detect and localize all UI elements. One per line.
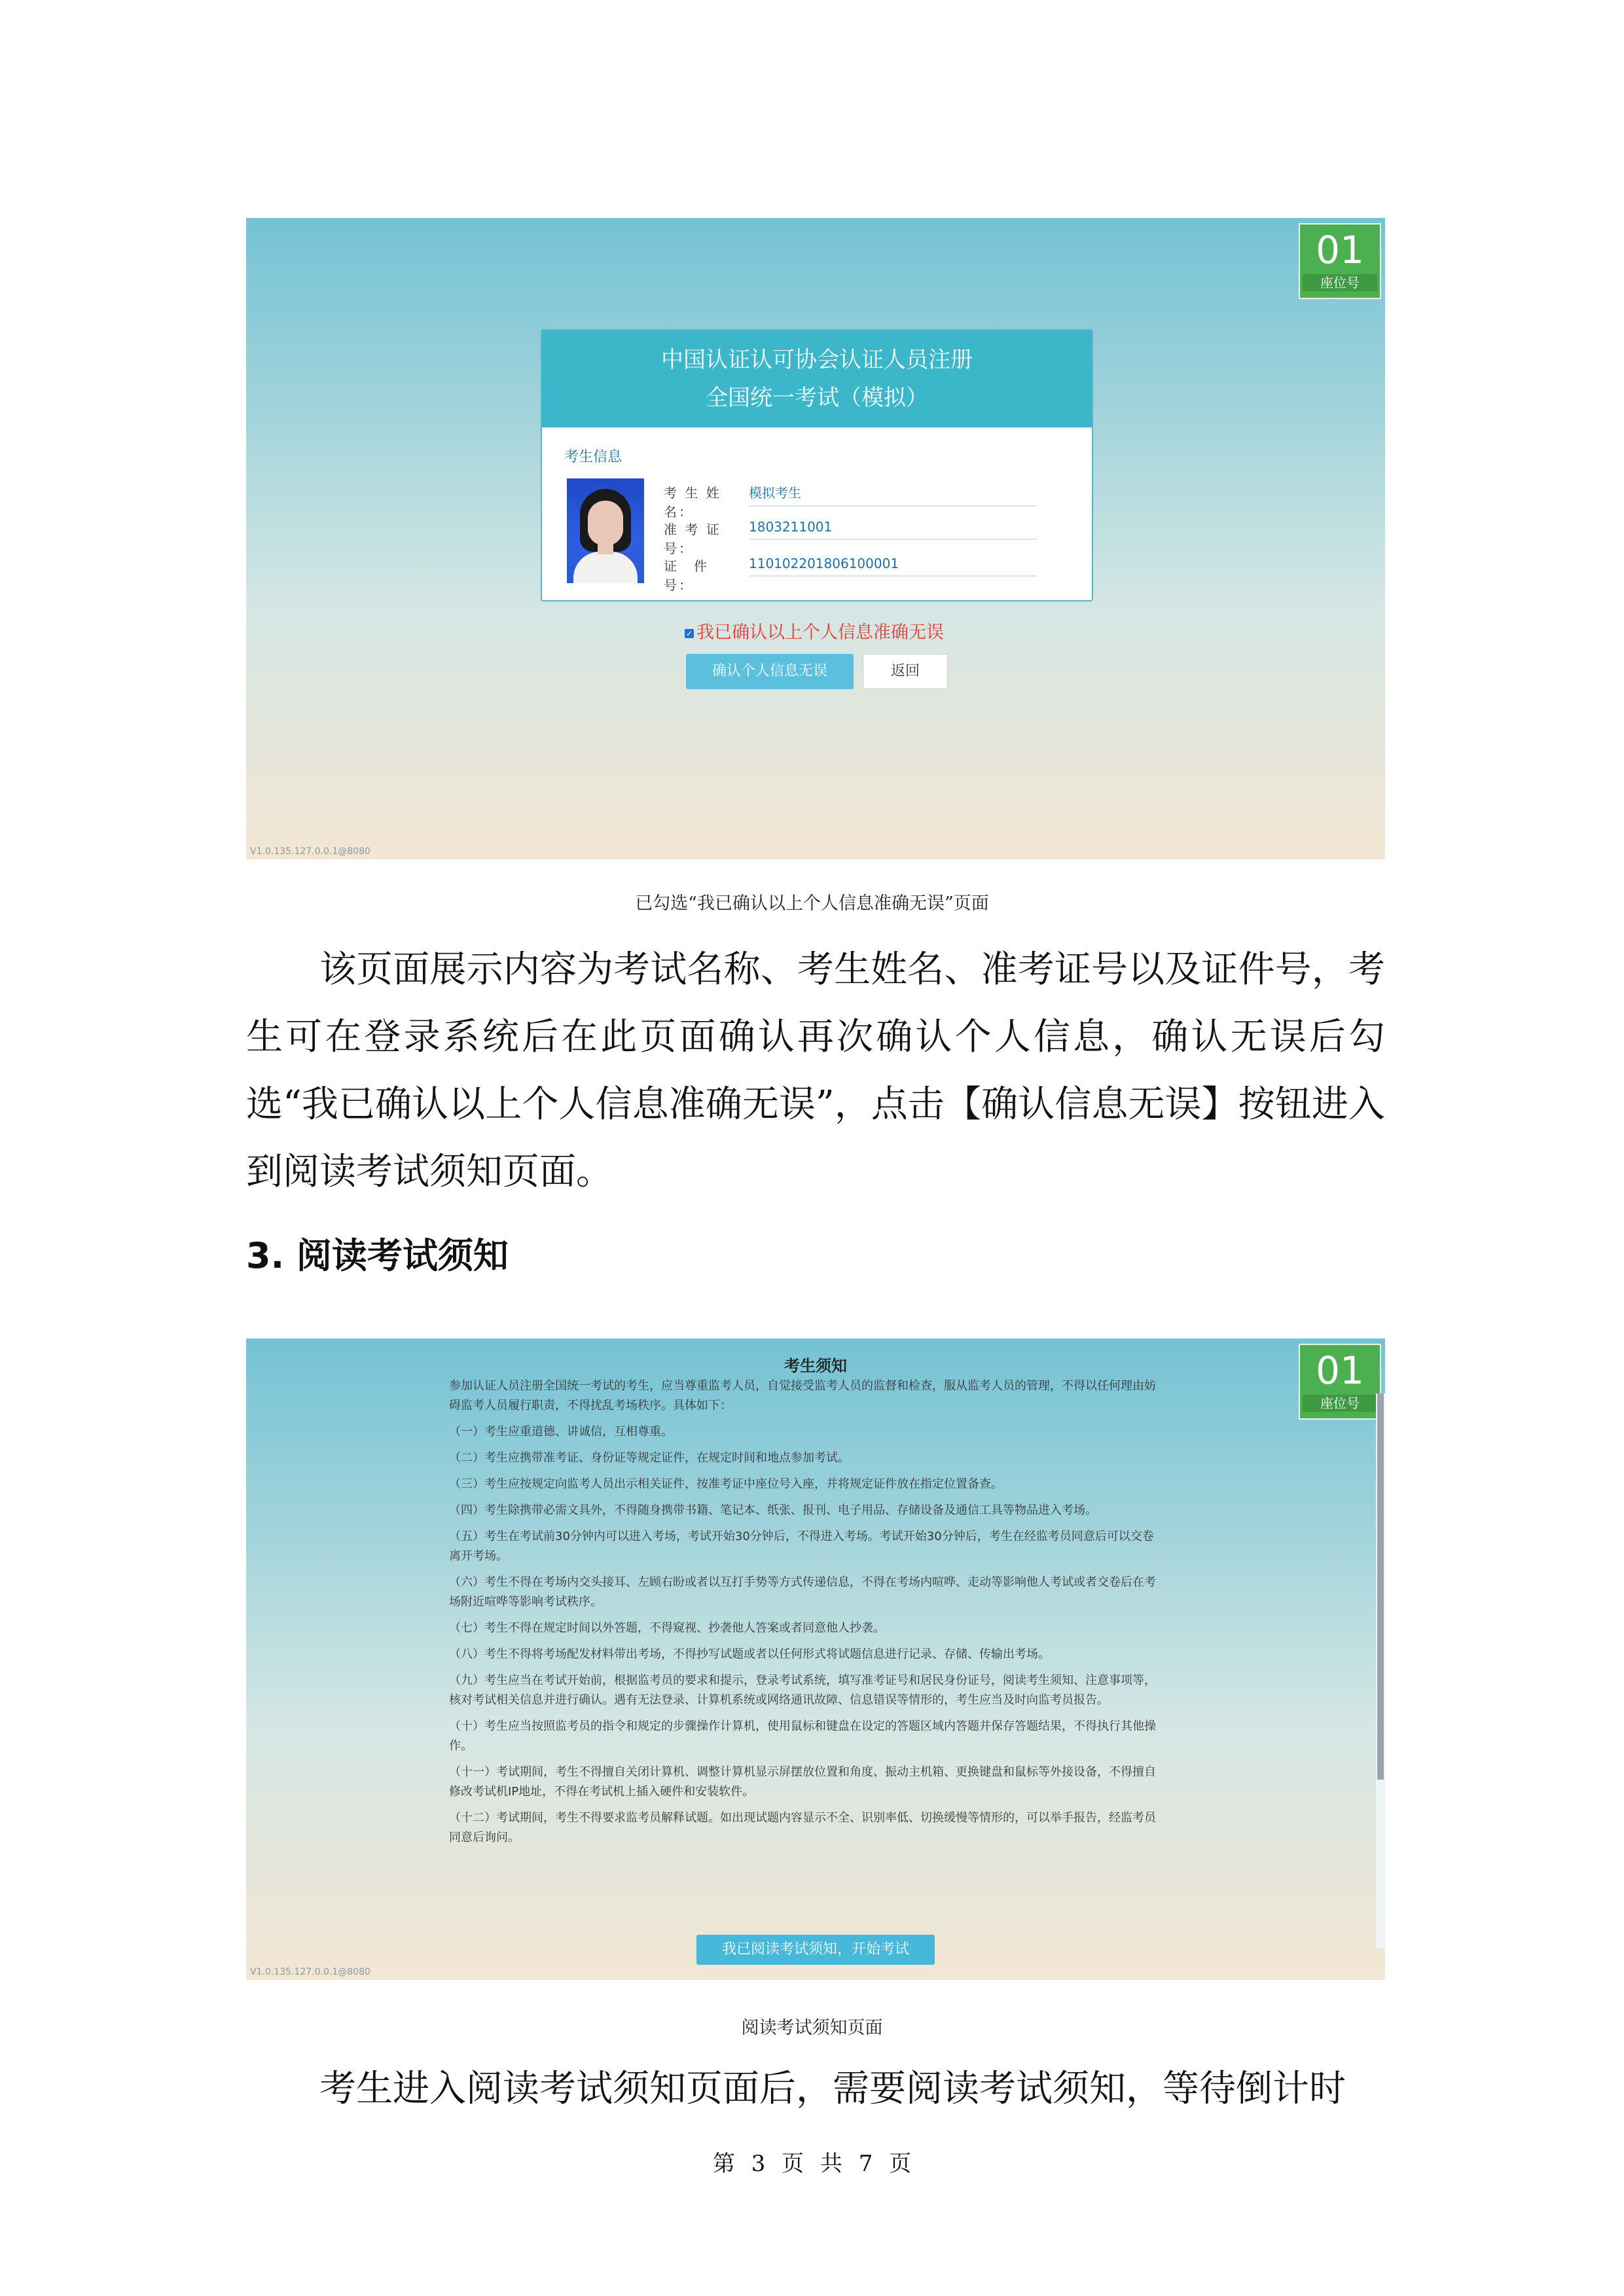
notice-item: （八）考生不得将考场配发材料带出考场，不得抄写试题或者以任何形式将试题信息进行记录、存储、传输出考场。 xyxy=(449,1647,1050,1661)
page-footer: 第 3 页 共 7 页 xyxy=(712,2151,912,2177)
card-title-line1: 中国认证认可协会认证人员注册 xyxy=(661,347,973,373)
seat-badge xyxy=(1299,1344,1381,1420)
notice-scrollbar[interactable] xyxy=(1376,1393,1385,1948)
confirm-checkbox-label: 我已确认以上个人信息准确无误 xyxy=(696,622,944,643)
section-title: 考生信息 xyxy=(564,449,623,465)
start-exam-button[interactable]: 我已阅读考试须知，开始考试 xyxy=(696,1935,935,1965)
figure-caption: 阅读考试须知页面 xyxy=(741,2018,883,2038)
notice-item: （七）考生不得在规定时间以外答题，不得窥视、抄袭他人答案或者同意他人抄袭。 xyxy=(449,1621,885,1635)
field-name xyxy=(664,482,801,520)
confirm-info-button[interactable]: 确认个人信息无误 xyxy=(686,654,854,689)
notice-body xyxy=(449,1376,1163,1854)
seat-label: 座位号 xyxy=(1303,1395,1377,1412)
back-button[interactable]: 返回 xyxy=(863,654,948,689)
notice-item: （十）考生应当按照监考员的指令和规定的步骤操作计算机，使用鼠标和键盘在设定的答题区域内答题并保存答题结果，不得执行其他操作。 xyxy=(449,1719,1156,1753)
field-label: 证 件 号： xyxy=(664,558,724,593)
screenshot-exam-notice xyxy=(246,1338,1385,1980)
candidate-photo xyxy=(567,478,644,583)
body-paragraph xyxy=(246,2055,1385,2123)
field-value: 1803211001 xyxy=(749,519,1037,540)
notice-item: 参加认证人员注册全国统一考试的考生，应当尊重监考人员，自觉接受监考人员的监督和检查，服从监考人员的管理，不得以任何理由妨碍监考人员履行职责，不得扰乱考场秩序。具体如下： xyxy=(449,1379,1156,1412)
version-text: V1.0.135.127.0.0.1@8080 xyxy=(250,846,370,857)
paragraph-text: 考生进入阅读考试须知页面后，需要阅读考试须知，等待倒计时 xyxy=(319,2068,1346,2110)
notice-item: （三）考生应按规定向监考人员出示相关证件，按准考证中座位号入座，并将规定证件放在指定位置备查。 xyxy=(449,1477,1003,1491)
paragraph-text: 该页面展示内容为考试名称、考生姓名、准考证号以及证件号，考生可在登录系统后在此页面确认再次确认个人信息，确认无误后勾选“我已确认以上个人信息准确无误”，点击【确认信息无误】按钮进入到阅读考试须知页面。 xyxy=(246,948,1385,1193)
field-label: 考 生 姓 名： xyxy=(664,485,721,520)
notice-item: （九）考生应当在考试开始前，根据监考员的要求和提示，登录考试系统，填写准考证号和居民身份证号，阅读考生须知、注意事项等，核对考试相关信息并进行确认。遇有无法登录、计算机系统或网络通讯故障、信息错误等情形的，考生应当及时向监考员报告。 xyxy=(449,1674,1156,1707)
seat-number: 01 xyxy=(1316,228,1364,272)
notice-item: （十二）考试期间，考生不得要求监考员解释试题。如出现试题内容显示不全、识别率低、切换缓慢等情形的，可以举手报告，经监考员同意后询问。 xyxy=(449,1811,1156,1844)
seat-number: 01 xyxy=(1316,1348,1364,1393)
seat-label: 座位号 xyxy=(1303,274,1377,291)
field-value: 110102201806100001 xyxy=(749,556,1037,577)
notice-item: （四）考生除携带必需文具外，不得随身携带书籍、笔记本、纸张、报刊、电子用品、存储设备及通信工具等物品进入考场。 xyxy=(449,1503,1097,1517)
notice-item: （二）考生应携带准考证、身份证等规定证件，在规定时间和地点参加考试。 xyxy=(449,1451,850,1465)
confirm-checkbox-row[interactable] xyxy=(685,618,944,643)
notice-item: （五）考生在考试前30分钟内可以进入考场，考试开始30分钟后，不得进入考场。考试开始30分钟后，考生在经监考员同意后可以交卷离开考场。 xyxy=(449,1530,1154,1563)
section-heading: 3. 阅读考试须知 xyxy=(246,1235,509,1276)
card-header xyxy=(542,331,1092,427)
body-paragraph xyxy=(246,936,1385,1206)
figure-caption: 已勾选“我已确认以上个人信息准确无误”页面 xyxy=(635,893,989,914)
checkbox-checked-icon[interactable]: ✓ xyxy=(685,628,693,638)
field-value: 模拟考生 xyxy=(749,482,1037,507)
notice-item: （一）考生应重道德、讲诚信，互相尊重。 xyxy=(449,1425,673,1439)
field-admission-number xyxy=(664,519,833,557)
card-title-line2: 全国统一考试（模拟） xyxy=(706,385,928,411)
field-label: 准 考 证 号： xyxy=(664,522,721,556)
screenshot-confirm-info xyxy=(246,218,1385,859)
scrollbar-thumb[interactable] xyxy=(1377,1393,1384,1780)
field-id-number xyxy=(664,556,899,594)
notice-title: 考生须知 xyxy=(784,1357,847,1375)
version-text: V1.0.135.127.0.0.1@8080 xyxy=(250,1967,370,1977)
candidate-info-card xyxy=(541,329,1093,601)
notice-item: （六）考生不得在考场内交头接耳、左顾右盼或者以互打手势等方式传递信息，不得在考场内喧哗、走动等影响他人考试或者交卷后在考场附近喧哗等影响考试秩序。 xyxy=(449,1575,1156,1609)
seat-badge xyxy=(1299,223,1381,299)
notice-item: （十一）考试期间，考生不得擅自关闭计算机、调整计算机显示屏摆放位置和角度、振动主机箱、更换键盘和鼠标等外接设备，不得擅自修改考试机IP地址，不得在考试机上插入硬件和安装软件。 xyxy=(449,1765,1156,1799)
